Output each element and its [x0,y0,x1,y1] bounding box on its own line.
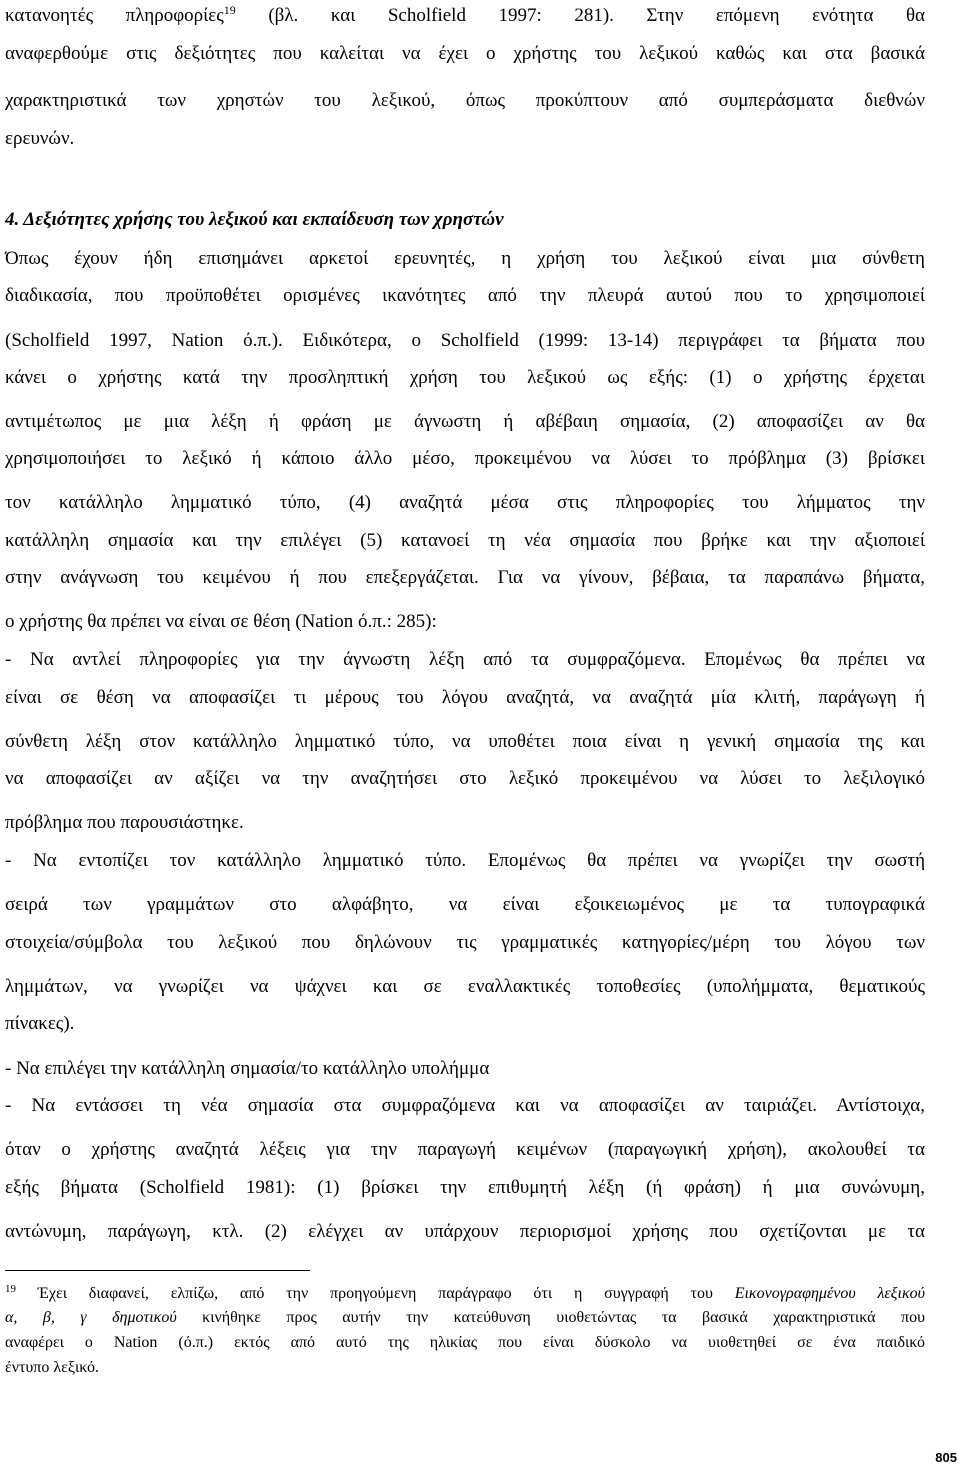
body-text: - Να εντάσσει τη νέα σημασία στα συμφραζόμενα και να αποφασίζει αν ταιριάζει. Αντίστοιχα, [5,1095,925,1116]
body-text: Όπως έχουν ήδη επισημάνει αρκετοί ερευνητές, η χρήση του λεξικού είναι μια σύνθετη [5,248,925,269]
body-text: αντιμέτωπος με μια λέξη ή φράση με άγνωστη ή αβέβαιη σημασία, (2) αποφασίζει αν θα [5,411,925,432]
body-text: όταν ο χρήστης αναζητά λέξεις για την παραγωγή κειμένων (παραγωγική χρήση), ακολουθεί τα [5,1139,925,1160]
body-line [5,284,925,308]
footnote-divider [5,1270,310,1271]
body-line [5,811,925,835]
section-heading [5,208,925,232]
body-text: αναφερθούμε στις δεξιότητες που καλείται να έχει ο χρήστης του λεξικού καθώς και στα βασικά [5,43,925,64]
footnote-line [5,1284,925,1304]
body-text: ερευνών. [5,128,75,149]
body-text: κάνει ο χρήστης κατά την προσληπτική χρήση του λεξικού ως εξής: (1) ο χρήστης έρχεται [5,367,925,388]
footnote-text: Έχει διαφανεί, ελπίζω, από την προηγούμενη παράγραφο ότι η συγγραφή του [16,1285,735,1302]
body-line [5,329,925,353]
body-text: - Να αντλεί πληροφορίες για την άγνωστη λέξη από τα συμφραζόμενα. Επομένως θα πρέπει να [5,649,925,670]
body-line [5,366,925,390]
body-line [5,893,925,917]
body-line [5,1220,925,1244]
body-line [5,767,925,791]
body-text: (βλ. και Scholfield 1997: 281). Στην επόμενη ενότητα θα [235,5,925,26]
body-text: στην ανάγνωση του κειμένου ή που επεξεργάζεται. Για να γίνουν, βέβαια, τα παραπάνω βήματα, [5,567,925,588]
heading-text: 4. Δεξιότητες χρήσης του λεξικού και εκπαίδευση των χρηστών [5,209,504,230]
body-line [5,1094,925,1118]
body-text: σύνθετη λέξη στον κατάλληλο λημματικό τύπο, να υποθέτει ποια είναι η γενική σημασία της και [5,731,925,752]
body-text: να αποφασίζει αν αξίζει να την αναζητήσει στο λεξικό προκειμένου να λύσει το λεξιλογικό [5,768,925,789]
body-text: ο χρήστης θα πρέπει να είναι σε θέση (Nation ό.π.: 285): [5,611,437,632]
body-text: τον κατάλληλο λημματικό τύπο, (4) αναζητά μέσα στις πληροφορίες του λήμματος την [5,492,925,513]
footnote-line [5,1308,925,1328]
body-text: αντώνυμη, παράγωγη, κτλ. (2) ελέγχει αν υπάρχουν περιορισμοί χρήσης που σχετίζονται με τα [5,1221,925,1242]
body-text: πίνακες). [5,1013,75,1034]
body-line [5,1012,925,1036]
body-line [5,491,925,515]
body-text: χαρακτηριστικά των χρηστών του λεξικού, όπως προκύπτουν από συμπεράσματα διεθνών [5,90,925,111]
body-line [5,1057,925,1081]
body-line [5,529,925,553]
body-line [5,247,925,271]
body-line [5,1138,925,1162]
body-text: κατανοητές πληροφορίες [5,5,224,26]
body-line [5,648,925,672]
body-line [5,42,925,66]
footnote-reference[interactable]: 19 [223,3,236,17]
body-line [5,610,925,634]
footnote-italic-title: Εικονογραφημένου λεξικού [734,1285,926,1302]
page-number: 805 [935,1450,957,1465]
body-text: - Να επιλέγει την κατάλληλη σημασία/το κατάλληλο υπολήμμα [5,1058,490,1079]
body-text: (Scholfield 1997, Nation ό.π.). Ειδικότερα, ο Scholfield (1999: 13-14) περιγράφει τα βήματα που [5,330,925,351]
body-line [5,686,925,710]
footnote-marker: 19 [5,1283,16,1295]
footnote-text: έντυπο λεξικό. [5,1359,100,1376]
body-line [5,566,925,590]
footnote-line [5,1333,925,1353]
body-line [5,849,925,873]
footnote-line [5,1358,925,1378]
body-line [5,1176,925,1200]
body-line [5,975,925,999]
body-line [5,127,925,151]
body-text: πρόβλημα που παρουσιάστηκε. [5,812,244,833]
footnote-italic-title: α, β, γ δημοτικού [5,1309,177,1326]
body-text: χρησιμοποιήσει το λεξικό ή κάποιο άλλο μέσο, προκειμένου να λύσει το πρόβλημα (3) βρίσκει [5,448,925,469]
body-text: λημμάτων, να γνωρίζει να ψάχνει και σε εναλλακτικές τοποθεσίες (υπολήμματα, θεματικούς [5,976,925,997]
body-line [5,410,925,434]
footnote-text: αναφέρει ο Nation (ό.π.) εκτός από αυτό της ηλικίας που είναι δύσκολο να υιοθετηθεί σε ένα παιδικό [5,1334,925,1351]
body-text: κατάλληλη σημασία και την επιλέγει (5) κατανοεί τη νέα σημασία που βρήκε και την αξιοποιεί [5,530,925,551]
body-text: σειρά των γραμμάτων στο αλφάβητο, να είναι εξοικειωμένος με τα τυπογραφικά [5,894,925,915]
body-text: είναι σε θέση να αποφασίζει τι μέρους του λόγου αναζητά, να αναζητά μία κλιτή, παράγωγη ή [5,687,925,708]
body-line [5,447,925,471]
body-line [5,89,925,113]
body-text: στοιχεία/σύμβολα του λεξικού που δηλώνουν τις γραμματικές κατηγορίες/μέρη του λόγου των [5,932,925,953]
body-text: διαδικασία, που προϋποθέτει ορισμένες ικανότητες από την πλευρά αυτού που το χρησιμοποιεί [5,285,925,306]
body-text: - Να εντοπίζει τον κατάλληλο λημματικό τύπο. Επομένως θα πρέπει να γνωρίζει την σωστή [5,850,925,871]
body-text: εξής βήματα (Scholfield 1981): (1) βρίσκει την επιθυμητή λέξη (ή φράση) ή μια συνώνυμη, [5,1177,925,1198]
body-line [5,931,925,955]
footnote-text: κινήθηκε προς αυτήν την κατεύθυνση υιοθετώντας τα βασικά χαρακτηριστικά που [176,1309,925,1326]
body-line [5,730,925,754]
body-line [5,4,925,28]
